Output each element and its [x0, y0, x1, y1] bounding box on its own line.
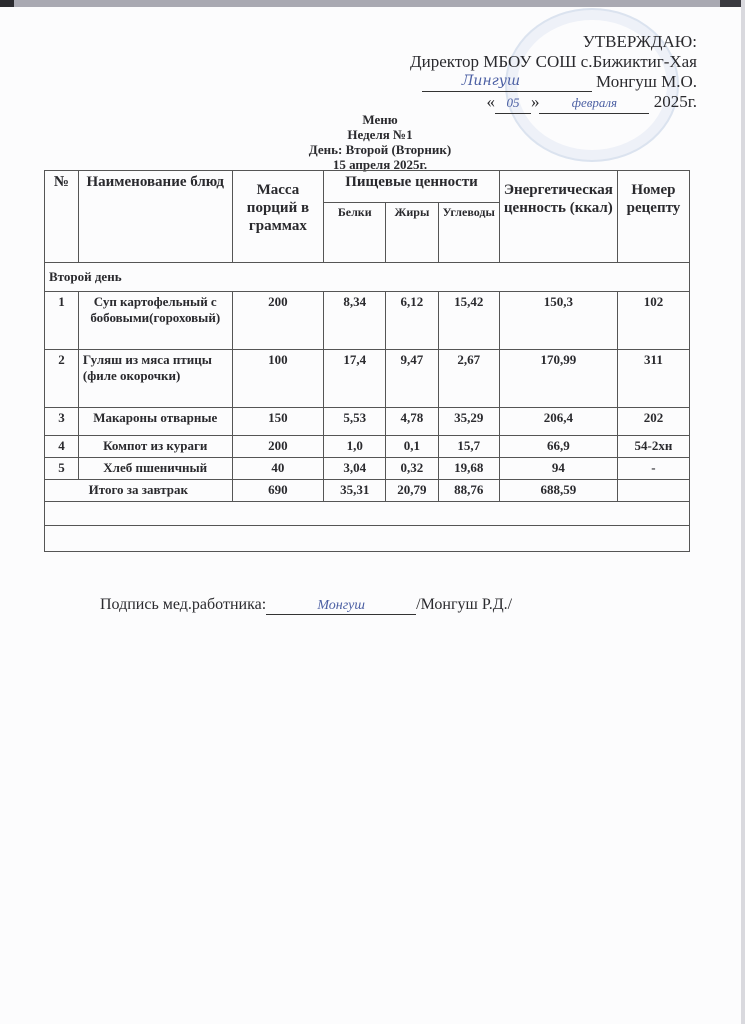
approval-position: Директор МБОУ СОШ с.Бижиктиг-Хая: [410, 52, 697, 71]
empty-cell: [45, 526, 690, 552]
empty-row: [45, 526, 690, 552]
row-recipe: 202: [617, 408, 689, 436]
scan-edge-right: [741, 0, 745, 1024]
row-fat: 4,78: [386, 408, 438, 436]
row-carbs: 19,68: [438, 458, 499, 480]
row-energy: 170,99: [499, 350, 617, 408]
approval-signature-row: [410, 72, 697, 92]
row-num: 3: [45, 408, 79, 436]
total-fat: 20,79: [386, 480, 438, 502]
row-num: 4: [45, 436, 79, 458]
scan-edge-top: [0, 0, 745, 7]
menu-title: Меню: [362, 112, 398, 127]
total-protein: 35,31: [324, 480, 386, 502]
row-mass: 100: [232, 350, 324, 408]
row-name: Макароны отварные: [78, 408, 232, 436]
row-carbs: 2,67: [438, 350, 499, 408]
row-energy: 206,4: [499, 408, 617, 436]
row-energy: 66,9: [499, 436, 617, 458]
approval-heading: УТВЕРЖДАЮ:: [582, 32, 697, 51]
total-energy: 688,59: [499, 480, 617, 502]
row-protein: 1,0: [324, 436, 386, 458]
approval-date-row: [410, 92, 697, 114]
col-nutrition: Пищевые ценности: [324, 171, 500, 203]
director-signature-line: [422, 75, 592, 92]
table-row: [45, 292, 690, 350]
row-num: 2: [45, 350, 79, 408]
approval-month: февраля: [539, 93, 649, 114]
menu-week: Неделя №1: [347, 127, 413, 142]
col-name: Наименование блюд: [78, 171, 232, 263]
row-recipe: 54-2хн: [617, 436, 689, 458]
col-protein: Белки: [324, 203, 386, 263]
row-carbs: 15,7: [438, 436, 499, 458]
medic-name: /Монгуш Р.Д./: [416, 596, 513, 613]
row-fat: 6,12: [386, 292, 438, 350]
table-row: [45, 408, 690, 436]
menu-day: День: Второй (Вторник): [308, 142, 452, 157]
row-mass: 200: [232, 292, 324, 350]
row-name: Суп картофельный с бобовыми(гороховый): [78, 292, 232, 350]
row-fat: 0,32: [386, 458, 438, 480]
total-recipe: [617, 480, 689, 502]
row-energy: 150,3: [499, 292, 617, 350]
total-carbs: 88,76: [438, 480, 499, 502]
row-fat: 9,47: [386, 350, 438, 408]
total-row: [45, 480, 690, 502]
empty-row: [45, 502, 690, 526]
row-recipe: 102: [617, 292, 689, 350]
row-protein: 3,04: [324, 458, 386, 480]
row-carbs: 35,29: [438, 408, 499, 436]
medic-signature-block: [100, 596, 512, 615]
row-name: Гуляш из мяса птицы (филе окорочки): [78, 350, 232, 408]
col-mass: Масса порций в граммах: [232, 171, 324, 263]
row-energy: 94: [499, 458, 617, 480]
row-mass: 150: [232, 408, 324, 436]
col-carbs: Углеводы: [438, 203, 499, 263]
approval-year: 2025г.: [653, 92, 697, 111]
row-mass: 40: [232, 458, 324, 480]
header-row-1: [45, 171, 690, 203]
section-label: Второй день: [45, 263, 690, 292]
menu-date: 15 апреля 2025г.: [332, 157, 428, 172]
menu-table: [44, 170, 690, 552]
row-num: 5: [45, 458, 79, 480]
medic-signature: Монгуш: [266, 598, 416, 615]
director-name: Монгуш М.О.: [596, 72, 697, 91]
quote-close: »: [530, 92, 540, 111]
quote-open: «: [486, 92, 495, 111]
table-row: [45, 350, 690, 408]
row-num: 1: [45, 292, 79, 350]
row-name: Компот из кураги: [78, 436, 232, 458]
col-fat: Жиры: [386, 203, 438, 263]
row-recipe: 311: [617, 350, 689, 408]
director-signature: Лингуш: [461, 73, 521, 89]
total-label: Итого за завтрак: [45, 480, 233, 502]
empty-cell: [45, 502, 690, 526]
row-carbs: 15,42: [438, 292, 499, 350]
row-recipe: -: [617, 458, 689, 480]
section-row: [45, 263, 690, 292]
approval-day: 05: [495, 93, 531, 114]
row-protein: 5,53: [324, 408, 386, 436]
total-mass: 690: [232, 480, 324, 502]
row-name: Хлеб пшеничный: [78, 458, 232, 480]
row-protein: 8,34: [324, 292, 386, 350]
row-mass: 200: [232, 436, 324, 458]
table-row: [45, 458, 690, 480]
row-fat: 0,1: [386, 436, 438, 458]
col-num: №: [45, 171, 79, 263]
approval-block: [410, 32, 697, 114]
col-recipe: Номер рецепту: [617, 171, 689, 263]
menu-titles: [260, 112, 500, 172]
col-energy: Энергетическая ценность (ккал): [499, 171, 617, 263]
table-row: [45, 436, 690, 458]
row-protein: 17,4: [324, 350, 386, 408]
medic-signature-label: Подпись мед.работника:: [100, 596, 267, 613]
